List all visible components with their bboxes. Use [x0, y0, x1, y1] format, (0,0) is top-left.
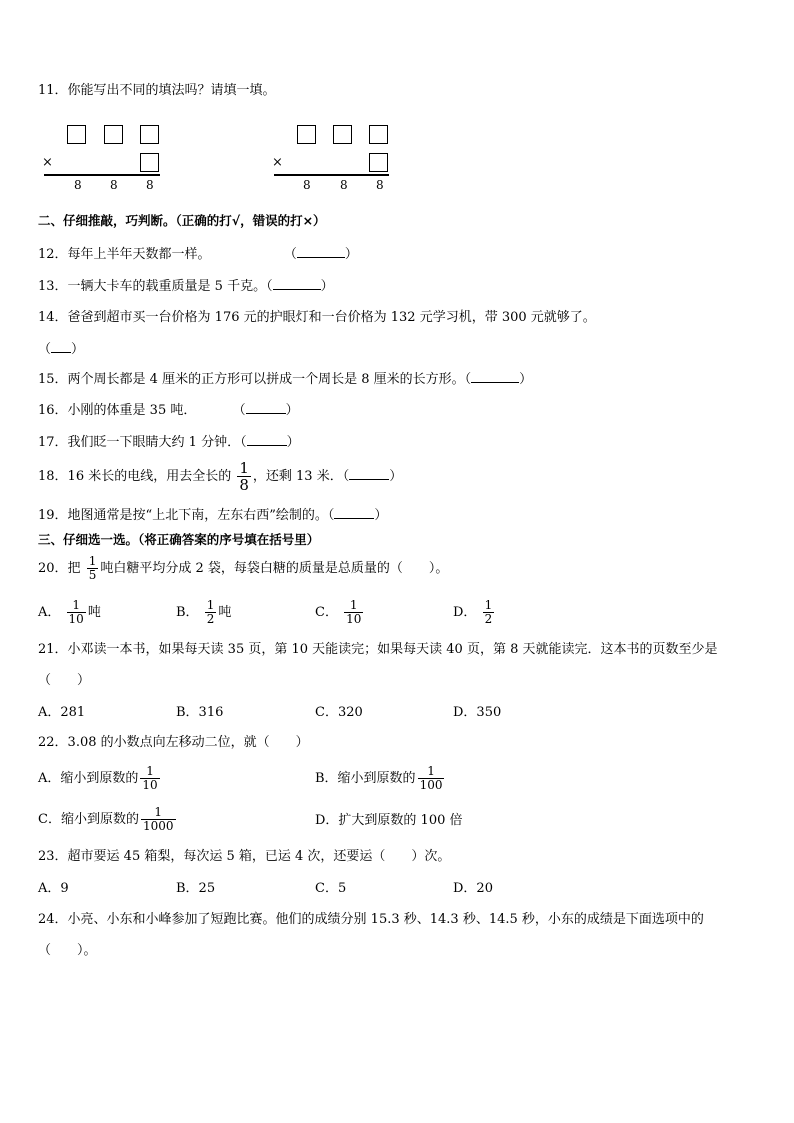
q20-option-c[interactable] — [315, 596, 365, 630]
q23-option-c[interactable]: C．5 — [315, 881, 347, 896]
q21-option-a[interactable]: A．281 — [38, 705, 86, 720]
q11-box[interactable] — [140, 125, 159, 144]
q11-box[interactable] — [369, 125, 388, 144]
option-unit: 吨 — [87, 605, 101, 620]
paren-close: ） — [344, 247, 358, 262]
fraction-numerator: 1 — [349, 598, 358, 612]
q11-rule — [44, 174, 160, 176]
q14-answer — [38, 340, 84, 359]
product-digit: 8 — [376, 178, 384, 192]
times-sign: × — [42, 155, 53, 170]
q11-text: 11．你能写出不同的填法吗？请填一填。 — [38, 83, 276, 98]
answer-blank[interactable] — [246, 401, 286, 414]
q11-box[interactable] — [104, 125, 123, 144]
option-fraction — [67, 599, 86, 626]
q19 — [38, 506, 387, 525]
answer-blank[interactable] — [349, 467, 389, 480]
fraction-numerator: 1 — [427, 764, 435, 778]
section-3-heading: 三、仔细选一选。（将正确答案的序号填在括号里） — [38, 532, 320, 547]
paren-close: ） — [519, 372, 533, 387]
answer-blank[interactable] — [334, 506, 374, 519]
q11-rule — [274, 174, 389, 176]
q23-text: 23．超市要运 45 箱梨，每次运 5 箱，已运 4 次，还要运（ ）次。 — [38, 849, 451, 864]
q20-text-before: 20．把 — [38, 561, 81, 576]
fraction-numerator: 1 — [206, 598, 215, 612]
q21-option-b[interactable]: B．316 — [176, 705, 224, 720]
q22-option-d[interactable]: D．扩大到原数的 100 倍 — [315, 813, 463, 828]
answer-blank[interactable] — [471, 370, 519, 383]
q23-option-b[interactable]: B．25 — [176, 881, 216, 896]
fraction-denominator: 10 — [68, 612, 84, 626]
q23-option-a[interactable]: A．9 — [38, 881, 69, 896]
q12-text: 12．每年上半年天数都一样。 — [38, 247, 211, 262]
q20 — [38, 552, 448, 586]
q22-option-b[interactable] — [315, 762, 446, 796]
fraction-numerator: 1 — [239, 459, 249, 477]
q24-text: 24．小亮、小东和小峰参加了短跑比赛。他们的成绩分别 15.3 秒、14.3 秒、14.5 秒，小东的成绩是下面选项中的 — [38, 912, 704, 927]
option-label: A． — [38, 605, 61, 620]
option-fraction — [344, 599, 363, 626]
fraction-numerator: 1 — [88, 554, 97, 568]
paren-close: ） — [71, 342, 85, 357]
paren-close: ） — [320, 279, 334, 294]
option-text: B．缩小到原数的 — [315, 771, 416, 786]
q16-text: 16．小刚的体重是 35 吨． — [38, 403, 197, 418]
q17-text: 17．我们眨一下眼睛大约 1 分钟．（ — [38, 435, 247, 450]
q20-option-d[interactable] — [453, 596, 496, 630]
fraction-numerator: 1 — [154, 805, 163, 819]
q11-box[interactable] — [297, 125, 316, 144]
paren-close: ） — [374, 508, 388, 523]
option-fraction — [205, 599, 217, 626]
option-label: B． — [176, 605, 199, 620]
paren-close: ） — [285, 403, 299, 418]
q11-box[interactable] — [140, 153, 159, 172]
option-fraction — [140, 765, 159, 792]
q15-text: 15．两个周长都是 4 厘米的正方形可以拼成一个周长是 8 厘米的长方形。（ — [38, 372, 472, 387]
answer-blank[interactable] — [273, 277, 321, 290]
fraction-numerator: 1 — [146, 764, 154, 778]
option-fraction — [141, 806, 176, 833]
product-digit: 8 — [146, 178, 154, 192]
fraction-one-fifth — [87, 555, 99, 582]
fraction-denominator: 2 — [484, 612, 493, 626]
q22-option-c[interactable] — [38, 803, 178, 837]
q17 — [38, 433, 300, 452]
q22-option-a[interactable] — [38, 762, 162, 796]
q15 — [38, 370, 532, 389]
q18-text-after: ，还剩 13 米．（ — [252, 469, 350, 484]
q14-text: 14．爸爸到超市买一台价格为 176 元的护眼灯和一台价格为 132 元学习机，带 300 元就够了。 — [38, 310, 596, 325]
fraction-denominator: 1000 — [142, 819, 174, 833]
paren-open: （ — [232, 403, 246, 418]
fraction-denominator: 10 — [346, 612, 362, 626]
fraction-denominator: 8 — [239, 476, 249, 494]
fraction-denominator: 100 — [419, 778, 443, 792]
fraction-denominator: 10 — [142, 778, 158, 792]
option-label: D． — [453, 605, 477, 620]
q20-text-after: 吨白糖平均分成 2 袋，每袋白糖的质量是总质量的（ ）。 — [100, 561, 449, 576]
answer-blank[interactable] — [247, 433, 287, 446]
q18 — [38, 460, 402, 494]
product-digit: 8 — [110, 178, 118, 192]
q12 — [38, 245, 358, 264]
q11-box[interactable] — [333, 125, 352, 144]
option-label: C． — [315, 605, 338, 620]
q21-option-d[interactable]: D．350 — [453, 705, 502, 720]
product-digit: 8 — [74, 178, 82, 192]
section-2-heading: 二、仔细推敲，巧判断。（正确的打√，错误的打×） — [38, 213, 326, 228]
q13 — [38, 277, 334, 296]
q16 — [38, 401, 299, 420]
option-text: C．缩小到原数的 — [38, 812, 139, 827]
q20-option-a[interactable] — [38, 596, 101, 630]
q11-box[interactable] — [67, 125, 86, 144]
q19-text: 19．地图通常是按“上北下南，左东右西”绘制的。（ — [38, 508, 335, 523]
q24-answer-paren[interactable]: （ ）。 — [38, 943, 97, 958]
option-fraction — [483, 599, 495, 626]
paren-open: （ — [283, 247, 297, 262]
paren-close: ） — [286, 435, 300, 450]
option-unit: 吨 — [218, 605, 232, 620]
fraction-numerator: 1 — [72, 598, 80, 612]
q11-box[interactable] — [369, 153, 388, 172]
q13-text: 13．一辆大卡车的载重质量是 5 千克。（ — [38, 279, 273, 294]
q23-option-d[interactable]: D．20 — [453, 881, 493, 896]
paren-close: ） — [389, 469, 403, 484]
fraction-numerator: 1 — [484, 598, 493, 612]
times-sign: × — [272, 155, 283, 170]
option-text: A．缩小到原数的 — [38, 771, 139, 786]
paren-open: （ — [38, 342, 52, 357]
fraction-one-eighth — [237, 460, 251, 493]
product-digit: 8 — [303, 178, 311, 192]
product-digit: 8 — [340, 178, 348, 192]
q18-text-before: 18．16 米长的电线，用去全长的 — [38, 469, 232, 484]
q20-option-b[interactable] — [176, 596, 231, 630]
answer-blank[interactable] — [51, 340, 71, 353]
q21-text: 21．小邓读一本书，如果每天读 35 页，第 10 天能读完；如果每天读 40 页，第 8 天就能读完．这本书的页数至少是 — [38, 642, 718, 657]
answer-blank[interactable] — [297, 245, 345, 258]
q22-text: 22．3.08 的小数点向左移动二位，就（ ） — [38, 735, 309, 750]
q21-answer-paren[interactable]: （ ） — [38, 673, 91, 688]
fraction-denominator: 5 — [88, 568, 97, 582]
option-fraction — [418, 765, 445, 792]
q21-option-c[interactable]: C．320 — [315, 705, 363, 720]
fraction-denominator: 2 — [206, 612, 215, 626]
